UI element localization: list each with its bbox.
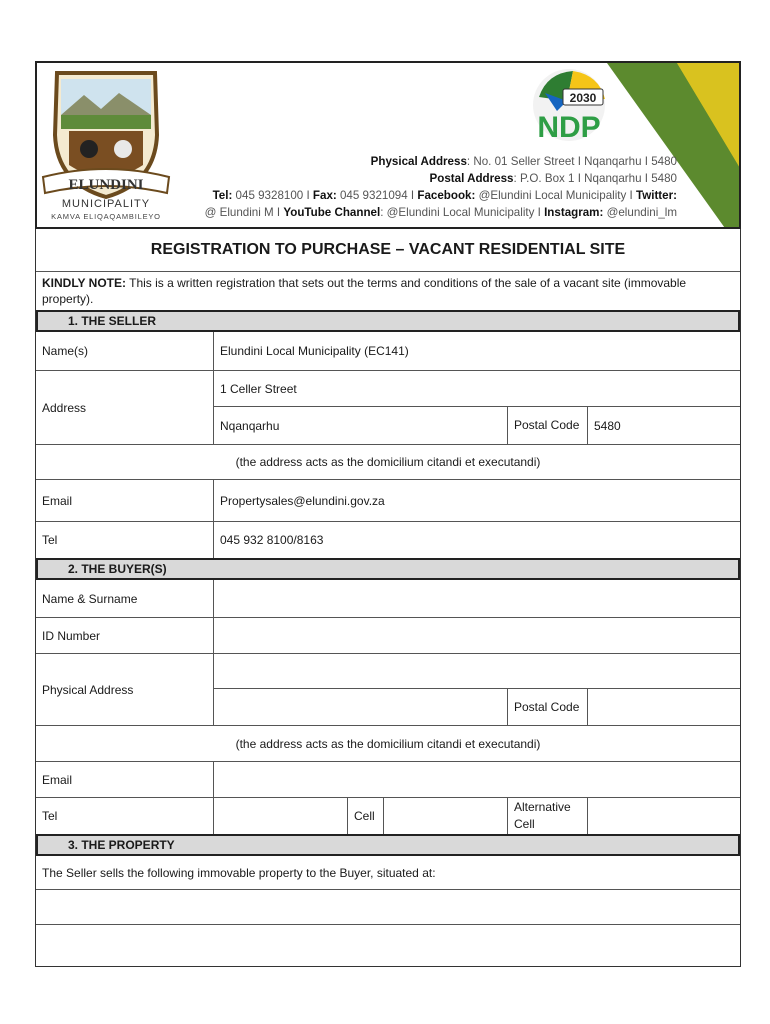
buyer-tel-label: Tel [42, 809, 58, 823]
instagram-label: Instagram: [544, 206, 604, 219]
buyer-address-line2-input[interactable] [213, 689, 507, 725]
seller-email-label: Email [42, 493, 73, 508]
property-line-1 [36, 890, 740, 925]
contact-details [205, 153, 677, 221]
section-seller-heading: 1. THE SELLER [36, 310, 740, 332]
seller-names-label: Name(s) [42, 344, 89, 358]
fax-value: 045 9321094 I [336, 189, 418, 202]
municipality-crest-logo [39, 65, 173, 223]
logo-name-text: ELUNDINI [68, 177, 144, 193]
instagram-value: @elundini_lm [603, 206, 677, 219]
buyer-cell-input[interactable] [383, 798, 507, 834]
title-row [36, 229, 740, 272]
twitter-value: @ Elundini M I [204, 206, 284, 219]
ndp-text: NDP [537, 111, 601, 144]
seller-postal-code-label: Postal Code [507, 407, 587, 444]
seller-tel-label: Tel [42, 533, 58, 547]
property-text: The Seller sells the following immovable property to the Buyer, situated at: [42, 865, 436, 880]
property-line-1-input[interactable] [36, 890, 740, 924]
buyer-name-row [36, 580, 740, 618]
kindly-note [36, 272, 740, 311]
postal-address-label: Postal Address [429, 172, 514, 185]
tel-value: 045 9328100 I [232, 189, 313, 202]
ndp-2030-logo [527, 67, 613, 145]
tel-label: Tel: [212, 189, 233, 202]
buyer-domicilium-row [36, 726, 740, 762]
buyer-postal-code-label: Postal Code [507, 689, 587, 725]
buyer-domicilium-text: (the address acts as the domicilium citandi et executandi) [235, 736, 541, 751]
note-label: KINDLY NOTE: [42, 276, 127, 290]
letterhead [35, 61, 741, 229]
form-title: REGISTRATION TO PURCHASE – VACANT RESIDENTIAL SITE [150, 241, 626, 258]
buyer-email-row [36, 762, 740, 798]
logo-sub-text: MUNICIPALITY [61, 198, 151, 210]
note-row [36, 272, 740, 311]
buyer-email-label: Email [42, 772, 73, 787]
twitter-label: Twitter: [635, 189, 677, 202]
seller-address-line1: 1 Celler Street [213, 371, 740, 407]
physical-address-value: : No. 01 Seller Street I Nqanqarhu I 5480 [466, 155, 677, 168]
facebook-value: @Elundini Local Municipality I [475, 189, 636, 202]
seller-address-row [36, 371, 740, 445]
property-line-2-input[interactable] [36, 925, 740, 967]
buyer-cell-label: Cell [347, 798, 383, 834]
buyer-tel-row [36, 798, 740, 834]
seller-domicilium-text: (the address acts as the domicilium citandi et executandi) [235, 455, 541, 469]
buyer-email-input[interactable] [213, 762, 740, 797]
physical-address-label: Physical Address [370, 155, 467, 168]
seller-email-value: Propertysales@elundini.gov.za [213, 480, 740, 521]
seller-names-value: Elundini Local Municipality (EC141) [213, 332, 740, 370]
registration-form [35, 229, 741, 967]
seller-address-label: Address [42, 400, 87, 415]
facebook-label: Facebook: [417, 189, 476, 202]
seller-postal-code-value: 5480 [587, 407, 740, 444]
buyer-address-label: Physical Address [42, 682, 134, 697]
seller-tel-value: 045 932 8100/8163 [213, 522, 740, 558]
youtube-value: : @Elundini Local Municipality I [380, 206, 545, 219]
seller-email-row [36, 480, 740, 522]
seller-address-line2: Nqanqarhu [213, 407, 507, 444]
property-line-2 [36, 925, 740, 967]
note-text: This is a written registration that sets out the terms and conditions of the sale of a vacant site (immovable property). [42, 276, 687, 306]
youtube-label: YouTube Channel [283, 206, 381, 219]
buyer-alt-cell-label: Alternative Cell [507, 798, 587, 834]
buyer-address-line1-input[interactable] [213, 654, 740, 689]
buyer-alt-cell-input[interactable] [587, 798, 740, 834]
buyer-tel-input[interactable] [213, 798, 347, 834]
buyer-postal-code-input[interactable] [587, 689, 740, 725]
seller-domicilium-row [36, 445, 740, 480]
buyer-id-label: ID Number [42, 628, 101, 643]
buyer-name-label: Name & Surname [42, 591, 138, 606]
ndp-year-text: 2030 [569, 91, 597, 105]
seller-tel-row [36, 522, 740, 558]
buyer-name-input[interactable] [213, 580, 740, 617]
fax-label: Fax: [312, 189, 337, 202]
section-property-heading: 3. THE PROPERTY [36, 834, 740, 856]
logo-motto-text: KAMVA ELIQAQAMBILEYO [51, 212, 161, 221]
postal-address-value: : P.O. Box 1 I Nqanqarhu I 5480 [513, 172, 677, 185]
seller-names-row [36, 332, 740, 371]
buyer-id-input[interactable] [213, 618, 740, 653]
section-buyer-heading: 2. THE BUYER(S) [36, 558, 740, 580]
property-text-row [36, 856, 740, 890]
buyer-address-row [36, 654, 740, 726]
buyer-id-row [36, 618, 740, 654]
